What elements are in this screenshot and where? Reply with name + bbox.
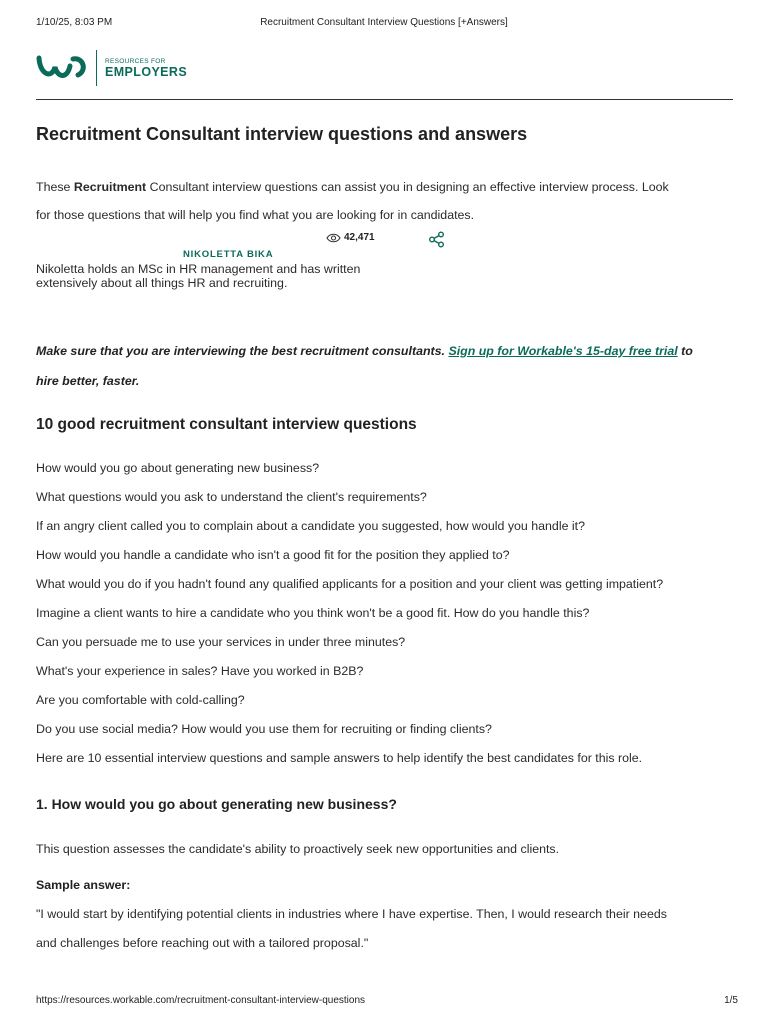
list-item: Here are 10 essential interview questions and sample answers to help identify the best candidates for this role. (36, 751, 643, 765)
sample-answer-line-2: and challenges before reaching out with a tailored proposal." (36, 936, 369, 950)
workable-w-icon (36, 53, 88, 83)
sample-answer-line-1: "I would start by identifying potential clients in industries where I have expertise. Then, I would research their needs (36, 907, 667, 921)
list-item: If an angry client called you to complain about a candidate you suggested, how would you handle it? (36, 519, 585, 533)
author-name[interactable]: NIKOLETTA BIKA (183, 249, 274, 260)
eye-icon (326, 233, 341, 243)
free-trial-link[interactable]: Sign up for Workable's 15-day free trial (448, 344, 678, 358)
view-count: 42,471 (344, 232, 375, 243)
list-item: How would you handle a candidate who isn't a good fit for the position they applied to? (36, 548, 510, 562)
view-counter (326, 232, 375, 243)
list-item: What questions would you ask to understand the client's requirements? (36, 490, 427, 504)
print-page-title: Recruitment Consultant Interview Questions [+Answers] (260, 17, 508, 28)
promo-line-2: hire better, faster. (36, 374, 140, 388)
workable-logo[interactable] (36, 49, 187, 87)
author-bio: Nikoletta holds an MSc in HR management and has written extensively about all things HR and recruiting. (36, 262, 361, 290)
promo-line-1 (36, 344, 693, 358)
logo-divider (96, 50, 97, 86)
list-item: Are you comfortable with cold-calling? (36, 693, 245, 707)
logo-text (105, 57, 187, 79)
question-1-title: 1. How would you go about generating new business? (36, 796, 397, 812)
promo-after: to (677, 344, 693, 358)
intro-rest: Consultant interview questions can assist you in designing an effective interview process. Look (146, 180, 669, 194)
section-title: 10 good recruitment consultant interview questions (36, 416, 417, 433)
print-datetime: 1/10/25, 8:03 PM (36, 17, 113, 28)
question-1-description: This question assesses the candidate's ability to proactively seek new opportunities and clients. (36, 842, 560, 856)
list-item: Can you persuade me to use your services in under three minutes? (36, 635, 406, 649)
list-item: Do you use social media? How would you use them for recruiting or finding clients? (36, 722, 492, 736)
print-page-number: 1/5 (724, 995, 738, 1006)
share-button[interactable] (428, 231, 445, 253)
header-divider (36, 99, 733, 100)
print-url: https://resources.workable.com/recruitment-consultant-interview-questions (36, 995, 366, 1006)
list-item: How would you go about generating new business? (36, 461, 320, 475)
article-title: Recruitment Consultant interview questions and answers (36, 124, 528, 144)
intro-line-2: for those questions that will help you find what you are looking for in candidates. (36, 208, 475, 222)
list-item: What would you do if you hadn't found any qualified applicants for a position and your client was getting impatient? (36, 577, 664, 591)
intro-line-1 (36, 180, 669, 194)
intro-prefix: These (36, 180, 74, 194)
intro-bold: Recruitment (73, 180, 147, 194)
list-item: What's your experience in sales? Have you worked in B2B? (36, 664, 364, 678)
sample-answer-label: Sample answer: (36, 878, 131, 892)
list-item: Imagine a client wants to hire a candidate who you think won't be a good fit. How do you handle this? (36, 606, 590, 620)
question-list (36, 461, 663, 780)
logo-big-text: EMPLOYERS (105, 65, 188, 79)
logo-small-text: RESOURCES FOR (105, 58, 166, 65)
share-icon (428, 231, 445, 248)
promo-text: Make sure that you are interviewing the best recruitment consultants. (36, 344, 449, 358)
